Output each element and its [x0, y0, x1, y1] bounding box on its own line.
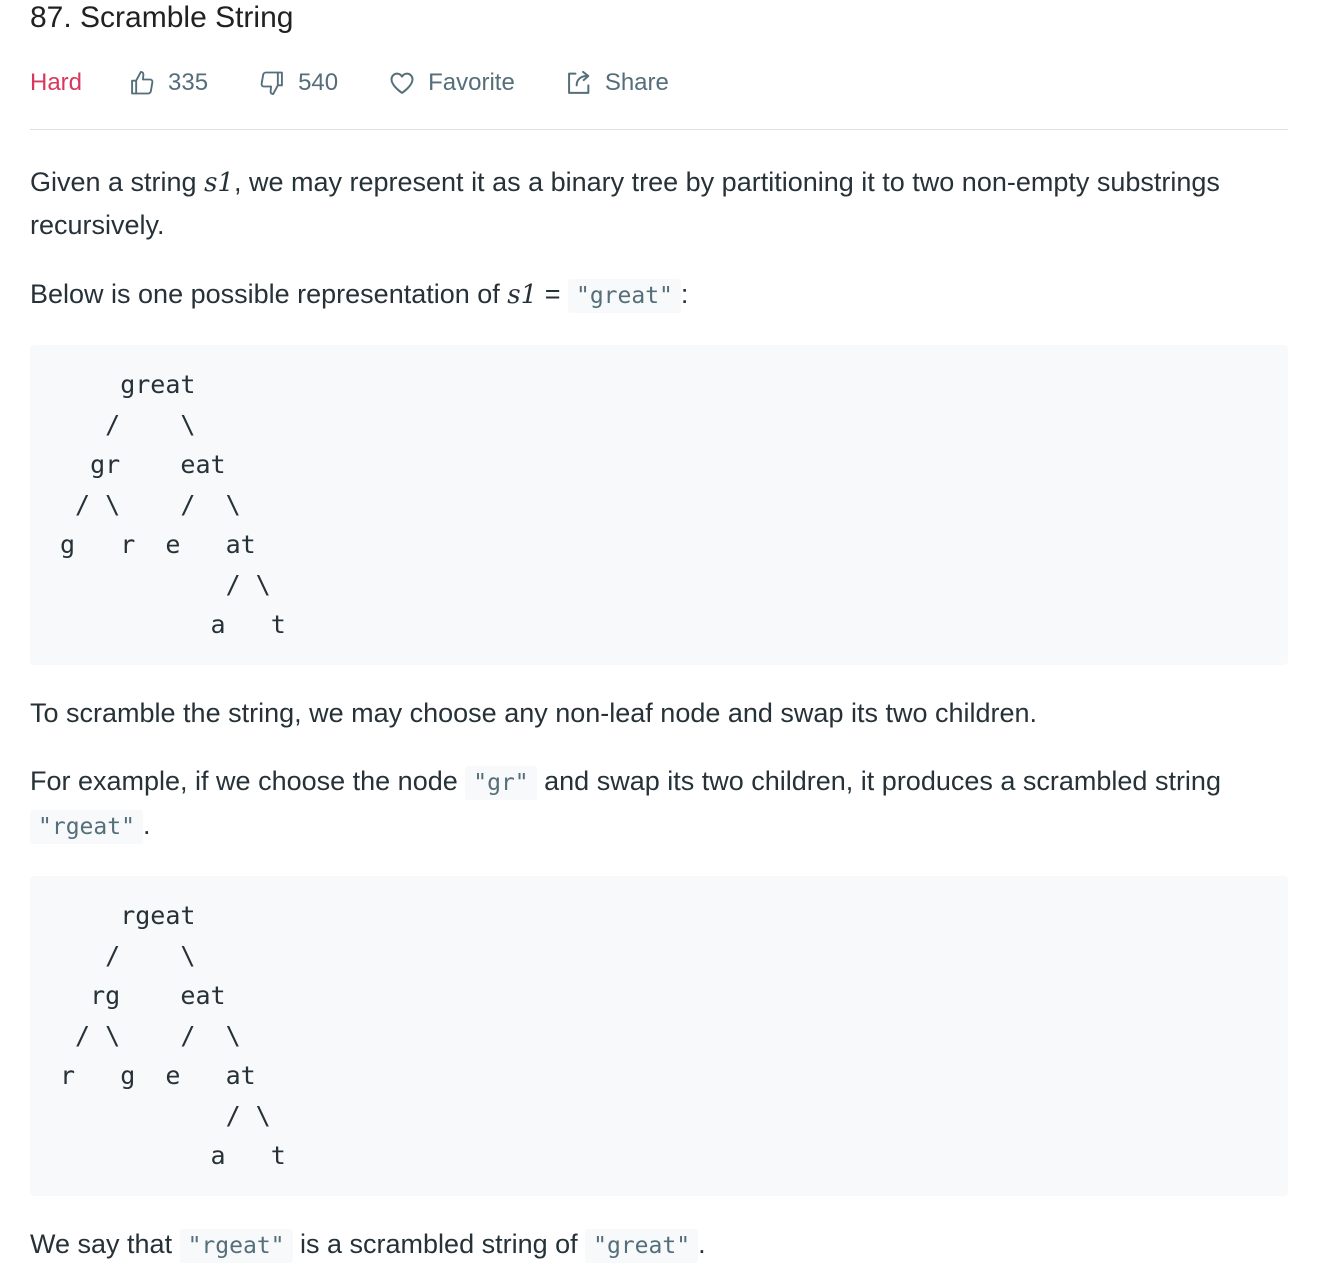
- problem-description-page: [30, 0, 1288, 1267]
- thumbs-up-icon: [128, 69, 156, 97]
- share-button[interactable]: [565, 69, 669, 97]
- text-run: Given a string: [30, 167, 205, 197]
- tree-diagram-rgeat: rgeat / \ rg eat / \ / \ r g e at / \ a t: [30, 876, 1288, 1196]
- difficulty-badge: Hard: [30, 69, 83, 96]
- dislike-count: 540: [298, 69, 339, 96]
- text-run: is a scrambled string of: [292, 1229, 586, 1259]
- text-run: , we may represent it as a binary tree by partitioning it to two non-empty substrings recursively.: [30, 167, 1220, 240]
- inline-code-great: "great": [568, 279, 681, 313]
- description-paragraph-4: [30, 760, 1288, 848]
- favorite-button[interactable]: [388, 69, 515, 97]
- text-run: Below is one possible representation of: [30, 279, 508, 309]
- variable-s1: s1: [507, 280, 538, 310]
- inline-code-rgeat: "rgeat": [180, 1229, 293, 1263]
- tree-diagram-great: great / \ gr eat / \ / \ g r e at / \ a t: [30, 345, 1288, 665]
- inline-code-great: "great": [585, 1229, 698, 1263]
- inline-code-rgeat: "rgeat": [30, 810, 143, 844]
- heart-icon: [388, 69, 416, 97]
- like-button[interactable]: [128, 69, 208, 97]
- dislike-button[interactable]: [258, 69, 338, 97]
- thumbs-down-icon: [258, 69, 286, 97]
- variable-s1: s1: [204, 168, 234, 198]
- description-paragraph-2: [30, 273, 1288, 317]
- text-run: For example, if we choose the node: [30, 766, 466, 796]
- problem-title: 87. Scramble String: [30, 1, 294, 34]
- text-run: =: [537, 279, 568, 309]
- description-paragraph-1: [30, 161, 1288, 246]
- text-run: .: [142, 810, 151, 840]
- description-paragraph-3: To scramble the string, we may choose any non-leaf node and swap its two children.: [30, 698, 1038, 728]
- favorite-label: Favorite: [428, 69, 515, 96]
- text-run: :: [680, 279, 689, 309]
- share-icon: [565, 69, 593, 97]
- share-label: Share: [604, 69, 669, 96]
- description-paragraph-5: [30, 1223, 1288, 1267]
- text-run: We say that: [30, 1229, 180, 1259]
- problem-meta-bar: [30, 63, 1288, 103]
- problem-content: [30, 161, 1288, 1267]
- text-run: and swap its two children, it produces a scrambled string: [536, 766, 1221, 796]
- like-count: 335: [168, 69, 209, 96]
- header-divider: [30, 129, 1288, 130]
- text-run: .: [698, 1229, 706, 1259]
- inline-code-gr: "gr": [465, 766, 536, 800]
